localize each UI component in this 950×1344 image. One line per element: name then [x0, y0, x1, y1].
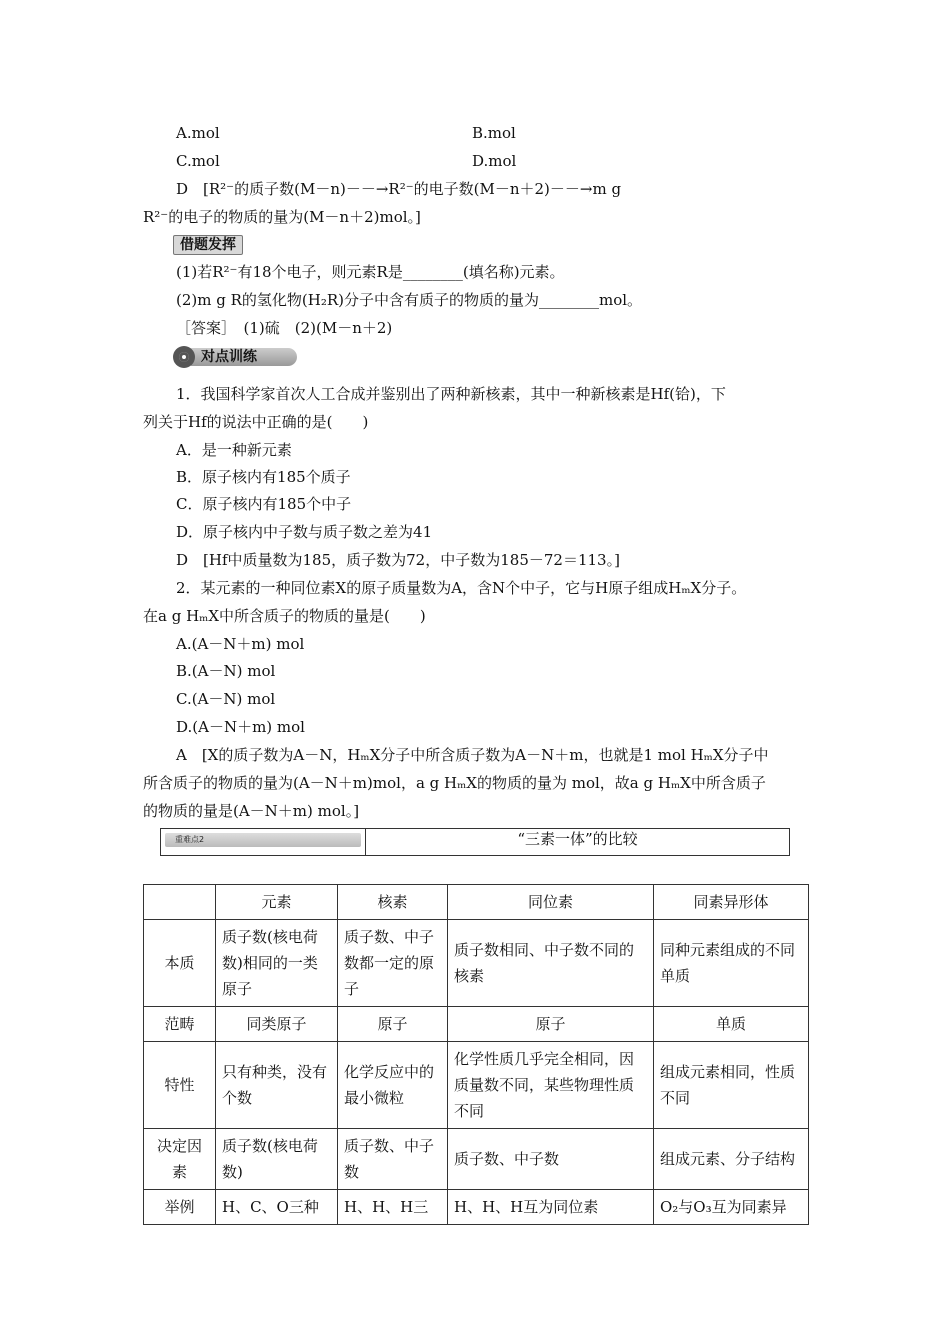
table-header-cell: 同位素: [448, 885, 654, 920]
q2-option-b: B.(A－N) mol: [176, 662, 276, 680]
table-cell: 特性: [144, 1042, 216, 1129]
q1-answer: D [Hf中质量数为185，质子数为72，中子数为185－72＝113。]: [176, 551, 620, 569]
section-header: [160, 828, 790, 856]
table-cell: 化学反应中的最小微粒: [338, 1042, 448, 1129]
table-cell: 质子数(核电荷数)相同的一类原子: [216, 920, 338, 1007]
table-cell: 范畴: [144, 1007, 216, 1042]
table-cell: 同类原子: [216, 1007, 338, 1042]
prev-option-d: D.mol: [472, 152, 517, 170]
q1-stem-line2: 列关于Hf的说法中正确的是( ): [143, 413, 369, 431]
table-cell: H、H、H互为同位素: [448, 1190, 654, 1225]
q2-answer-line3: 的物质的量是(A－N＋m) mol。]: [143, 802, 360, 820]
table-cell: 原子: [448, 1007, 654, 1042]
table-header-cell: [144, 885, 216, 920]
table-cell: 原子: [338, 1007, 448, 1042]
q1-option-b: B．原子核内有185个质子: [176, 468, 351, 486]
table-cell: 质子数(核电荷数): [216, 1129, 338, 1190]
q1-option-c: C．原子核内有185个中子: [176, 495, 352, 513]
section-tag: 重难点2: [165, 833, 361, 847]
table-cell: H、H、H三: [338, 1190, 448, 1225]
table-cell: 化学性质几乎完全相同，因质量数不同，某些物理性质不同: [448, 1042, 654, 1129]
table-row: [144, 1129, 809, 1190]
training-badge: [173, 346, 297, 368]
table-cell: 举例: [144, 1190, 216, 1225]
table-cell: 质子数相同、中子数不同的核素: [448, 920, 654, 1007]
prev-option-a: A.mol: [176, 124, 220, 142]
table-cell: O₂与O₃互为同素异: [654, 1190, 809, 1225]
extension-badge: 借题发挥: [173, 235, 243, 255]
prev-answer-line1: D [R²⁻的质子数(M－n)－－→R²⁻的电子数(M－n＋2)－－→m g: [176, 180, 622, 198]
table-row: [144, 1007, 809, 1042]
q2-option-d: D.(A－N＋m) mol: [176, 718, 305, 736]
extension-q1: (1)若R²⁻有18个电子，则元素R是________(填名称)元素。: [176, 263, 565, 281]
table-cell: 组成元素相同，性质不同: [654, 1042, 809, 1129]
table-cell: 单质: [654, 1007, 809, 1042]
table-cell: 只有种类，没有个数: [216, 1042, 338, 1129]
prev-option-c: C.mol: [176, 152, 220, 170]
table-cell: 同种元素组成的不同单质: [654, 920, 809, 1007]
comparison-table: [143, 884, 809, 1225]
prev-answer-line2: R²⁻的电子的物质的量为(M－n＋2)mol。]: [143, 208, 421, 226]
q2-option-a: A.(A－N＋m) mol: [176, 635, 305, 653]
section-title: “三素一体”的比较: [517, 830, 638, 848]
table-cell: 决定因素: [144, 1129, 216, 1190]
q2-answer-line2: 所含质子的物质的量为(A－N＋m)mol，a g HₘX的物质的量为 mol，故a g HₘX中所含质子: [143, 774, 766, 792]
table-row: [144, 1190, 809, 1225]
target-icon: [173, 346, 195, 368]
table-row: [144, 1042, 809, 1129]
q1-stem-line1: 1．我国科学家首次人工合成并鉴别出了两种新核素，其中一种新核素是Hf(铪)，下: [176, 385, 726, 403]
q2-option-c: C.(A－N) mol: [176, 690, 276, 708]
extension-q2: (2)m g R的氢化物(H₂R)分子中含有质子的物质的量为________mol。: [176, 291, 643, 309]
q1-option-a: A．是一种新元素: [176, 441, 292, 459]
q1-option-d: D．原子核内中子数与质子数之差为41: [176, 523, 433, 541]
table-cell: 质子数、中子数: [338, 1129, 448, 1190]
table-header-cell: 核素: [338, 885, 448, 920]
q2-answer-line1: A [X的质子数为A－N，HₘX分子中所含质子数为A－N＋m，也就是1 mol HₘX分子中: [176, 746, 769, 764]
q2-stem-line1: 2．某元素的一种同位素X的原子质量数为A，含N个中子，它与H原子组成HₘX分子。: [176, 579, 747, 597]
table-header-cell: 元素: [216, 885, 338, 920]
extension-answer: ［答案］ (1)硫 (2)(M－n＋2): [176, 319, 393, 337]
table-cell: 本质: [144, 920, 216, 1007]
table-cell: 质子数、中子数都一定的原子: [338, 920, 448, 1007]
table-row: [144, 920, 809, 1007]
table-cell: 质子数、中子数: [448, 1129, 654, 1190]
table-cell: 组成元素、分子结构: [654, 1129, 809, 1190]
training-badge-label: 对点训练: [191, 348, 297, 366]
q2-stem-line2: 在a g HₘX中所含质子的物质的量是( ): [143, 607, 426, 625]
prev-option-b: B.mol: [472, 124, 516, 142]
table-header-row: [144, 885, 809, 920]
table-header-cell: 同素异形体: [654, 885, 809, 920]
table-cell: H、C、O三种: [216, 1190, 338, 1225]
